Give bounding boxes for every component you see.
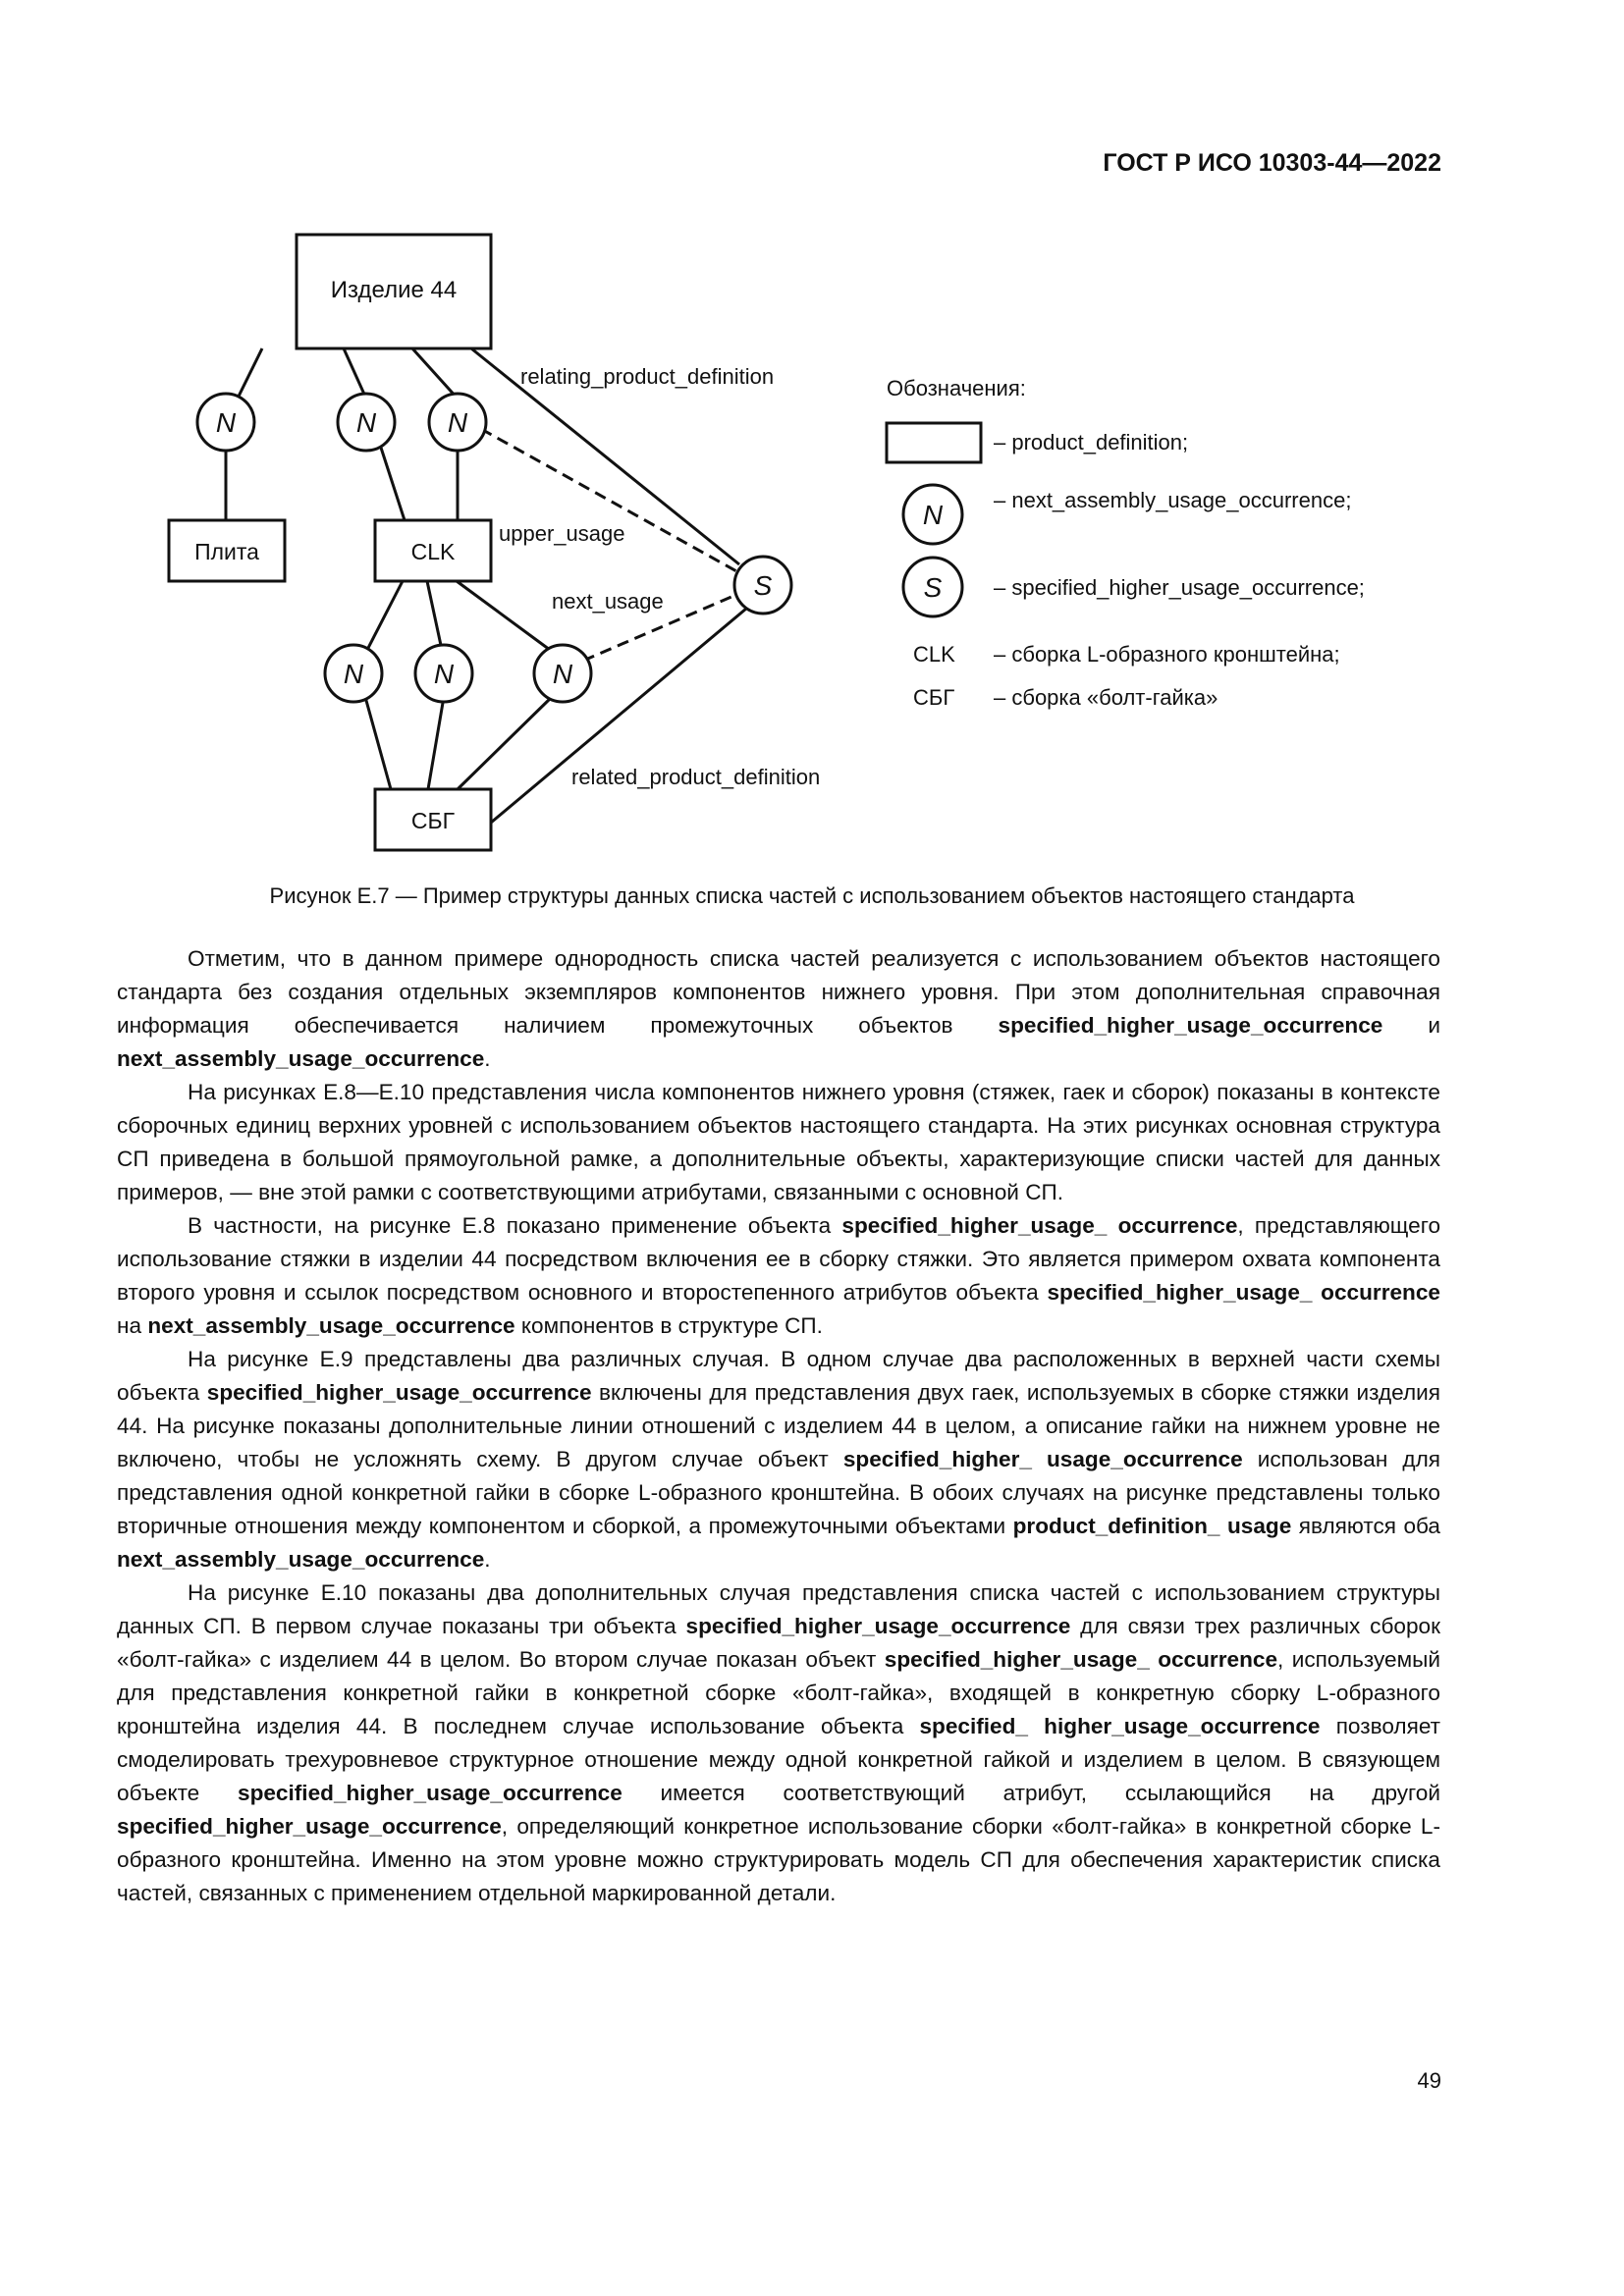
edge-izdelie-n2 <box>344 348 366 399</box>
edge-label-related: related_product_definition <box>571 765 821 789</box>
label-sbg: СБГ <box>410 808 456 833</box>
text-run: В частности, на рисунке E.8 показано применение объекта <box>188 1213 842 1238</box>
bold-term: specified_higher_usage_ occurrence <box>841 1213 1238 1238</box>
text-run: использован для представления одной конкретной гайки в сборке L-образного кронштейна. В обоих случаях на рисунке представлены только вторичные отношения между компонентом и сборкой, а промежуточными объектами <box>117 1447 1440 1538</box>
label-clk: CLK <box>410 539 456 564</box>
bold-term: next_assembly_usage_occurrence <box>117 1046 485 1071</box>
bold-term: next_assembly_usage_occurrence <box>117 1547 485 1572</box>
label-n1: N <box>215 407 237 438</box>
edge-clk-n5 <box>427 581 442 650</box>
structure-diagram <box>0 0 1624 864</box>
figure-caption: Рисунок E.7 — Пример структуры данных списка частей с использованием объектов настоящего стандарта <box>269 883 1355 908</box>
edge-upper-usage-dashed <box>481 429 738 572</box>
label-plita: Плита <box>194 539 259 564</box>
text-run: включены для представления двух гаек, используемых в сборке стяжки изделия 44. На рисунке показаны дополнительные линии отношений с изделием 44 в целом, а описание гайки на нижнем уровне не включено, чтобы не усложнять схему. В другом случае объект <box>117 1380 1440 1471</box>
text-run: . <box>484 1547 491 1572</box>
edge-n5-sbg <box>428 697 444 789</box>
body-text <box>117 942 1440 1910</box>
edge-n6-sbg <box>458 697 552 789</box>
edge-label-upper-usage: upper_usage <box>499 521 625 546</box>
figure-e7 <box>0 0 1624 864</box>
label-n2: N <box>355 407 377 438</box>
legend-text-product-definition: – product_definition; <box>994 430 1189 454</box>
label-n4: N <box>343 659 364 689</box>
text-run: и <box>1382 1013 1440 1038</box>
edge-clk-n4 <box>367 581 403 650</box>
edge-related-product-definition <box>491 609 746 823</box>
text-run: , представляющего использование стяжки в изделии 44 посредством включения ее в сборку стяжки. Это является примером охвата компонента второго уровня и ссылок посредством основного и второстепенного атрибутов объекта <box>117 1213 1441 1305</box>
bold-term: specified_higher_usage_occurrence <box>685 1614 1071 1638</box>
paragraph <box>117 942 1440 1076</box>
text-run: для связи трех различных сборок «болт-гайка» с изделием 44 в целом. Во втором случае показан объект <box>117 1614 1440 1672</box>
legend-rect-symbol <box>887 423 981 462</box>
legend-symbol-sbg: СБГ <box>913 685 955 710</box>
bold-term: specified_higher_usage_occurrence <box>238 1781 623 1805</box>
paragraph <box>117 1343 1440 1576</box>
label-n6: N <box>552 659 573 689</box>
text-run: , определяющий конкретное использование сборки «болт-гайка» в конкретной сборке L-образного кронштейна. Именно на этом уровне можно структурировать модель СП для обеспечения характеристик списка частей, связанных с применением отдельной маркированной детали. <box>117 1814 1440 1905</box>
legend-text-clk: – сборка L-образного кронштейна; <box>994 642 1340 667</box>
bold-term: specified_higher_usage_occurrence <box>117 1814 502 1839</box>
text-run: компонентов в структуре СП. <box>514 1313 823 1338</box>
legend-symbol-clk: CLK <box>913 642 955 667</box>
text-run: На рисунках E.8—E.10 представления числа компонентов нижнего уровня (стяжек, гаек и сборок) показаны в контексте сборочных единиц верхних уровней с использованием объектов настоящего стандарта. На этих рисунках основная структура СП приведена в большой прямоугольной рамке, а дополнительные объекты, характеризующие списки частей для данных примеров, — вне этой рамки с соответствующими атрибутами, связанными с основной СП. <box>117 1080 1440 1204</box>
page-number: 49 <box>1417 2068 1441 2093</box>
bold-term: specified_higher_usage_occurrence <box>998 1013 1383 1038</box>
bold-term: specified_higher_usage_occurrence <box>206 1380 592 1405</box>
bold-term: specified_ higher_usage_occurrence <box>919 1714 1321 1738</box>
legend-s-label: S <box>923 572 943 603</box>
paragraph <box>117 1576 1440 1910</box>
legend-text-shuo: – specified_higher_usage_occurrence; <box>994 575 1365 600</box>
edge-clk-n6 <box>457 581 550 650</box>
edge-izdelie-n3 <box>412 348 458 399</box>
edge-n4-sbg <box>365 697 391 789</box>
text-run: На рисунке E.9 представлены два различных случая. В одном случае два расположенных в верхней части схемы объекта <box>117 1347 1440 1405</box>
text-run: , используемый для представления конкретной гайки в конкретной сборке «болт-гайка», входящей в конкретную сборку L-образного кронштейна изделия 44. В последнем случае использование объекта <box>117 1647 1440 1738</box>
edge-label-next-usage: next_usage <box>552 589 664 614</box>
bold-term: next_assembly_usage_occurrence <box>147 1313 515 1338</box>
label-n5: N <box>433 659 455 689</box>
legend-text-nauo: – next_assembly_usage_occurrence; <box>994 488 1352 512</box>
text-run: Отметим, что в данном примере однородность списка частей реализуется с использованием объектов настоящего стандарта без создания отдельных экземпляров компонентов нижнего уровня. При этом дополнительная справочная информация обеспечивается наличием промежуточных объектов <box>117 946 1440 1038</box>
label-n3: N <box>447 407 468 438</box>
bold-term: specified_higher_usage_ occurrence <box>1047 1280 1440 1305</box>
paragraph <box>117 1076 1440 1209</box>
label-izdelie: Изделие 44 <box>330 277 458 303</box>
paragraph <box>117 1209 1440 1343</box>
text-run: На рисунке E.10 показаны два дополнительных случая представления списка частей с использованием структуры данных СП. В первом случае показаны три объекта <box>117 1580 1440 1638</box>
text-run: . <box>484 1046 491 1071</box>
bold-term: product_definition_ usage <box>1012 1514 1292 1538</box>
legend-n-label: N <box>922 500 944 530</box>
bold-term: specified_higher_ usage_occurrence <box>842 1447 1243 1471</box>
edge-n2-clk <box>381 448 405 520</box>
legend-title: Обозначения: <box>887 376 1026 400</box>
text-run: являются оба <box>1291 1514 1441 1538</box>
edge-label-relating: relating_product_definition <box>520 364 775 389</box>
text-run: на <box>117 1313 148 1338</box>
text-run: позволяет смоделировать трехуровневое структурное отношение между одной конкретной гайкой и изделием в целом. В связующем объекте <box>117 1714 1440 1805</box>
document-header: ГОСТ Р ИСО 10303-44—2022 <box>1103 149 1441 177</box>
label-s: S <box>753 570 773 601</box>
bold-term: specified_higher_usage_ occurrence <box>884 1647 1278 1672</box>
legend-text-sbg: – сборка «болт-гайка» <box>994 685 1218 710</box>
text-run: имеется соответствующий атрибут, ссылающийся на другой <box>622 1781 1440 1805</box>
